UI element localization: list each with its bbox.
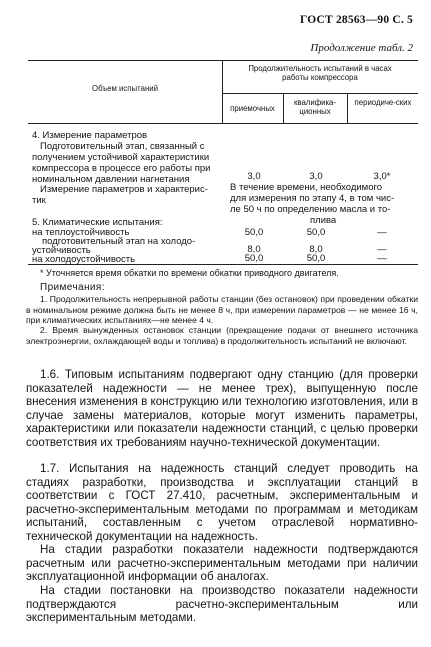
col-header-qualification: квалифика-ционных bbox=[294, 98, 336, 116]
paragraph-development-stage: На стадии разработки показатели надежности подтверждаются расчетным или расчетно-экспериментальным методами при наличии эксплуатационной информации об аналогах. bbox=[26, 543, 418, 584]
heat-acceptance-value: 50,0 bbox=[244, 227, 264, 238]
measure-merged-line-2: для измерения по этапу 4, в том чис- bbox=[230, 193, 395, 204]
prep-stage-line-4: номинальном давлении нагнетания bbox=[32, 174, 190, 185]
cold-prep-line-1: подготовительный этап на холодо- bbox=[42, 236, 196, 247]
cold-prep-periodic-value: — bbox=[377, 244, 387, 255]
prep-periodic-value: 3,0* bbox=[373, 171, 391, 182]
cold-prep-acceptance-value: 8,0 bbox=[247, 244, 261, 255]
table-footnote: * Уточняется время обкатки по времени обкатки приводного двигателя. bbox=[40, 268, 339, 278]
measure-line-2: тик bbox=[32, 195, 46, 206]
prep-acceptance-value: 3,0 bbox=[247, 171, 261, 182]
col-header-periodic: периодиче-ских bbox=[354, 98, 412, 107]
paragraph-production-stage: На стадии постановки на производство показатели надежности подтверждаются расчетно-экспериментальным или экспериментальным методами. bbox=[26, 584, 418, 625]
prep-stage-line-3: компрессора в процессе его работы при bbox=[32, 163, 211, 174]
table-col-divider-3 bbox=[347, 93, 348, 123]
heat-qualification-value: 50,0 bbox=[306, 227, 326, 238]
col-header-acceptance: приемочных bbox=[230, 104, 275, 113]
section-5-title: 5. Климатические испытания: bbox=[32, 217, 163, 228]
prep-stage-line-1: Подготовительный этап, связанный с bbox=[40, 141, 205, 152]
cold-periodic-value: — bbox=[377, 253, 387, 264]
table-col-divider-2 bbox=[283, 93, 284, 123]
table-header-rule bbox=[28, 123, 418, 124]
notes-title: Примечания: bbox=[40, 282, 105, 293]
paragraph-1-7: 1.7. Испытания на надежность станций следует проводить на стадиях разработки, производства и эксплуатации станций в соответствии с ГОСТ 27.410, расчетным, экспериментальным и расчетно-экспериментальным методами по программам и методикам испытаний, составленным с учетом отраслевой нормативно-технической документации на надежность. bbox=[26, 462, 418, 543]
col-header-scope: Объем испытаний bbox=[92, 84, 158, 93]
measure-line-1: Измерение параметров и характерис- bbox=[40, 184, 208, 195]
paragraph-1-6: 1.6. Типовым испытаниям подвергают одну станцию (для проверки показателей надежности — не менее трех), выпущенную после внесения изменения в конструкцию или технологию изготовления, или в случае замены материалов, которые могут изменить параметры, характеристики или показатели надежности станций, с целью проверки соответствия их требованиям научно-технической документации. bbox=[26, 368, 418, 449]
cold-resistance-label: на холодоустойчивость bbox=[32, 254, 136, 265]
measure-merged-line-4: плива bbox=[310, 215, 337, 226]
cold-prep-line-2: устойчивость bbox=[32, 245, 91, 256]
cold-prep-qualification-value: 8,0 bbox=[309, 244, 323, 255]
measure-merged-line-3: ле 50 ч по определению масла и то- bbox=[230, 204, 391, 215]
col-header-duration: Продолжительность испытаний в часах работы компрессора bbox=[248, 64, 392, 82]
table-top-rule bbox=[28, 60, 418, 61]
cold-qualification-value: 50,0 bbox=[306, 253, 326, 264]
cold-acceptance-value: 50,0 bbox=[244, 253, 264, 264]
table-continuation-label: Продолжение табл. 2 bbox=[310, 42, 413, 54]
section-4-title: 4. Измерение параметров bbox=[32, 130, 148, 141]
note-2: 2. Время вынужденных остановок станции (прекращение подачи от внешнего источника электроэнергии, охлаждающей воды и топлива) в продолжительность испытаний не включают. bbox=[26, 325, 418, 346]
heat-resistance-label: на теплоустойчивость bbox=[32, 227, 130, 238]
prep-qualification-value: 3,0 bbox=[309, 171, 323, 182]
prep-stage-line-2: получением устойчивой характеристики bbox=[32, 152, 210, 163]
page-header: ГОСТ 28563—90 С. 5 bbox=[300, 14, 413, 26]
table-subheader-rule bbox=[222, 93, 418, 94]
table-col-divider-1 bbox=[222, 60, 223, 123]
note-1: 1. Продолжительность непрерывной работы станции (без остановок) при проведении обкатки в номинальном режиме должна быть не менее 8 ч, при измерении параметров — не менее 16 ч, при климатических испытаниях—не менее 4 ч. bbox=[26, 294, 418, 325]
measure-merged-line-1: В течение времени, необходимого bbox=[230, 182, 383, 193]
heat-periodic-value: — bbox=[377, 227, 387, 238]
